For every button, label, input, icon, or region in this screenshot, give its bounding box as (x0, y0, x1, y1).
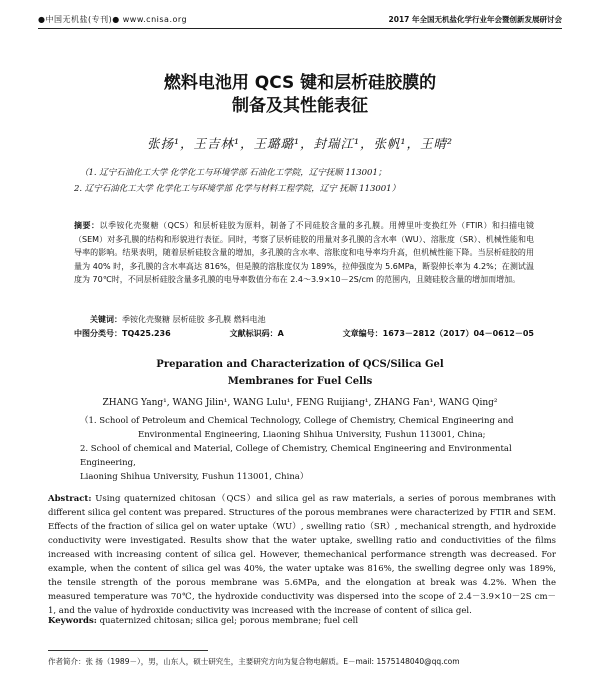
english-title (0, 356, 600, 390)
author-footnote: 作者简介：张 扬（1989－），男，山东人，硕士研究生，主要研究方向为复合物电解质。E－mail: 1575148040@qq.com (48, 657, 460, 666)
keywords-cn-text: 季铵化壳聚糖 层析硅胶 多孔膜 燃料电池 (122, 315, 266, 324)
affiliation-en-1: （1. School of Petroleum and Chemical Technology, College of Chemistry, Chemical Engineering and (80, 416, 514, 426)
classification-row (74, 328, 534, 339)
authors-en: ZHANG Yang¹, WANG Jilin¹, WANG Lulu¹, FENG Ruijiang¹, ZHANG Fan¹, WANG Qing² (102, 398, 498, 408)
affiliation-en-1-cont: Environmental Engineering, Liaoning Shihua University, Fushun 113001, China; (138, 430, 486, 440)
keywords-en-text: quaternized chitosan; silica gel; porous membrane; fuel cell (99, 616, 359, 626)
abstract-en (48, 492, 556, 618)
keywords-cn (90, 314, 266, 325)
keywords-en (48, 616, 358, 626)
keywords-cn-label: 关键词： (90, 315, 122, 324)
document-code: 文献标识码：A (229, 329, 284, 338)
keywords-en-label: Keywords: (48, 616, 97, 626)
affiliations-en (80, 414, 550, 484)
header-rule (38, 28, 562, 29)
article-number: 文章编号：1673－2812（2017）04－0612－05 (342, 329, 534, 338)
abstract-cn-label: 摘要： (74, 221, 100, 230)
title-line-1: 燃料电池用 QCS 键和层析硅胶膜的 (163, 73, 437, 93)
header-journal: ●中国无机盐(专刊)● www.cnisa.org (38, 14, 188, 24)
affiliation-cn-1: （1. 辽宁石油化工大学 化学化工与环境学部 石油化工学院，辽宁抚顺 113001； (80, 168, 387, 178)
title-line-2: 制备及其性能表征 (232, 96, 368, 116)
clc-number: 中图分类号：TQ425.236 (74, 329, 171, 338)
affiliation-cn-2: 2. 辽宁石油化工大学 化学化工与环境学部 化学与材料工程学院，辽宁 抚顺 113001） (74, 184, 401, 194)
running-header (38, 12, 562, 26)
affiliation-en-2-cont: Liaoning Shihua University, Fushun 113001, China） (80, 472, 309, 482)
english-title-line-1: Preparation and Characterization of QCS/Silica Gel (156, 359, 444, 370)
abstract-en-label: Abstract: (48, 494, 92, 504)
abstract-cn (74, 219, 534, 287)
affiliation-en-2: 2. School of chemical and Material, College of Chemistry, Chemical Engineering and Environmental Engineering, (80, 444, 512, 468)
footnote-rule (48, 650, 208, 651)
paper-title (0, 72, 600, 118)
abstract-en-text: Using quaternized chitosan（QCS）and silica gel as raw materials, a series of porous membranes with different silica gel content was prepared. Structures of the porous membranes were characterized by FTIR and SEM. Effects of the fraction of silica gel on water uptake（WU）, swelling ratio（SR）, mechanical strength, and hydroxide conductivity were investigated. Results show that the water uptake, swelling ratio and conductivities of the films increased with increasing content of silica gel. However, themechanical performance strength was decreased. For example, when the content of silica gel was 40%, the water uptake was 816%, the swelling degree only was 189%, the tensile strength of the porous membrane was 5.6MPa, and the elongation at break was 4.2%. When the measured temperature was 70℃, the hydroxide conductivity was dispersed into the scope of 2.4－3.9×10－2S cm－1, and the value of hydroxide conductivity was increased with the increase of content of silica gel. (48, 494, 556, 616)
header-conference: 2017 年全国无机盐化学行业年会暨创新发展研讨会 (388, 14, 562, 24)
authors-cn: 张扬¹，王吉林¹，王璐璐¹，封瑞江¹，张帆¹，王晴² (146, 136, 454, 151)
english-title-line-2: Membranes for Fuel Cells (227, 376, 373, 387)
abstract-cn-text: 以季铵化壳聚糖（QCS）和层析硅胶为原料，制备了不同硅胶含量的多孔膜。用傅里叶变换红外（FTIR）和扫描电镜（SEM）对多孔膜的结构和形貌进行表征。同时，考察了层析硅胶的用量对多孔膜的含水率（WU）、溶胀度（SR）、机械性能和电导率的影响。结果表明，随着层析硅胶含量的增加，多孔膜的含水率、溶胀度和电导率均升高，但机械性能下降。当层析硅胶的用量为 40% 时，多孔膜的含水率高达 816%，但是膜的溶胀度仅为 189%，拉伸强度为 5.6MPa，断裂伸长率为 4.2%；在测试温度为 70℃时，不同层析硅胶含量多孔膜的电导率数值分布在 2.4～3.9×10－2S/cm 的范围内，且随硅胶含量的增加而增加。 (74, 221, 534, 284)
